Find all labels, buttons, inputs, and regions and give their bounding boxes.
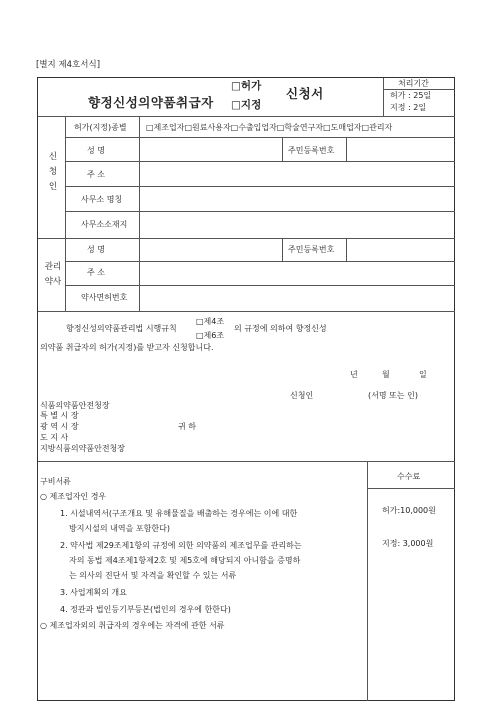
checkbox-permit[interactable]: □허가 xyxy=(231,80,262,92)
manager-rrn-label: 주민등록번호 xyxy=(288,245,335,254)
form-number: [별지 제4호서식] xyxy=(36,60,101,70)
fee-permit: 허가:10,000원 xyxy=(382,506,436,515)
processing-period-designation: 지정 : 2일 xyxy=(390,103,427,112)
manager-address-label: 주 소 xyxy=(87,268,105,277)
manager-section-label: 관리 약사 xyxy=(44,262,62,287)
statement-part1: 향정신성의약품관리법 시행규칙 xyxy=(66,324,177,333)
document-item-2: 1. 시설내역서(구조개요 및 유해물질을 배출하는 경우에는 이에 대한 xyxy=(60,509,298,518)
date-month: 월 xyxy=(382,370,390,379)
office-name-label: 사무소 명칭 xyxy=(81,195,123,204)
form-title-suffix: 신청서 xyxy=(286,86,324,101)
document-item-8: 4. 정관과 법인등기부등본(법인의 경우에 한한다) xyxy=(60,605,231,614)
document-item-7: 3. 사업계획의 개요 xyxy=(60,588,127,597)
document-item-4: 2. 약사법 제29조제1항의 규정에 의한 의약품의 제조업무를 관리하는 xyxy=(60,541,302,550)
date-year: 년 xyxy=(350,370,358,379)
signature-label: 신청인 xyxy=(290,391,314,400)
fee-header: 수수료 xyxy=(397,472,421,481)
applicant-name-label: 성 명 xyxy=(87,146,105,155)
recipient-honorific: 귀 하 xyxy=(178,422,196,431)
pharmacist-license-label: 약사면허번호 xyxy=(81,293,128,302)
recipient-line-4: 도 지 사 xyxy=(40,433,69,442)
statement-option-article6[interactable]: □제6조 xyxy=(196,331,225,340)
form-title-prefix: 향정신성의약품취급자 xyxy=(88,95,214,110)
recipient-line-3: 광 역 시 장 xyxy=(40,422,79,431)
documents-header: 구비서류 xyxy=(40,477,71,486)
manager-name-label: 성 명 xyxy=(87,245,105,254)
signature-note: (서명 또는 인) xyxy=(368,391,418,400)
statement-line2: 의약품 취급자의 허가(지정)를 받고자 신청합니다. xyxy=(40,343,214,352)
applicant-section-label: 신 청 인 xyxy=(48,152,58,192)
document-item-5: 자의 동법 제4조제1항제2호 및 제5호에 해당되지 아니함을 증명하 xyxy=(69,556,301,565)
date-day: 일 xyxy=(419,370,427,379)
application-form xyxy=(37,77,455,701)
document-item-1: ○ 제조업자인 경우 xyxy=(40,492,107,501)
document-item-9: ○ 제조업자외의 취급자의 경우에는 자격에 관한 서류 xyxy=(40,621,225,630)
statement-part2: 의 규정에 의하여 향정신성 xyxy=(234,324,327,333)
fee-designation: 지정: 3,000원 xyxy=(382,539,434,548)
recipient-line-2: 특 별 시 장 xyxy=(40,411,79,420)
recipient-line-5: 지방식품의약품안전청장 xyxy=(40,444,126,453)
permit-type-options[interactable]: □제조업자□원료사용자□수출입업자□학술연구자□도매업자□관리자 xyxy=(146,123,393,132)
applicant-rrn-label: 주민등록번호 xyxy=(288,146,335,155)
office-address-label: 사무소소재지 xyxy=(81,220,128,229)
permit-type-label: 허가(지정)종별 xyxy=(74,123,127,132)
recipient-line-1: 식품의약품안전청장 xyxy=(40,401,110,410)
statement-option-article4[interactable]: □제4조 xyxy=(196,317,225,326)
document-item-3: 방지시설의 내역을 포함한다) xyxy=(69,524,170,533)
processing-period-header: 처리기간 xyxy=(398,79,429,88)
checkbox-designation[interactable]: □지정 xyxy=(231,99,262,111)
applicant-address-label: 주 소 xyxy=(87,170,105,179)
processing-period-permit: 허가 : 25일 xyxy=(390,91,432,100)
document-item-6: 는 의사의 진단서 및 자격을 확인할 수 있는 서류 xyxy=(69,571,237,580)
